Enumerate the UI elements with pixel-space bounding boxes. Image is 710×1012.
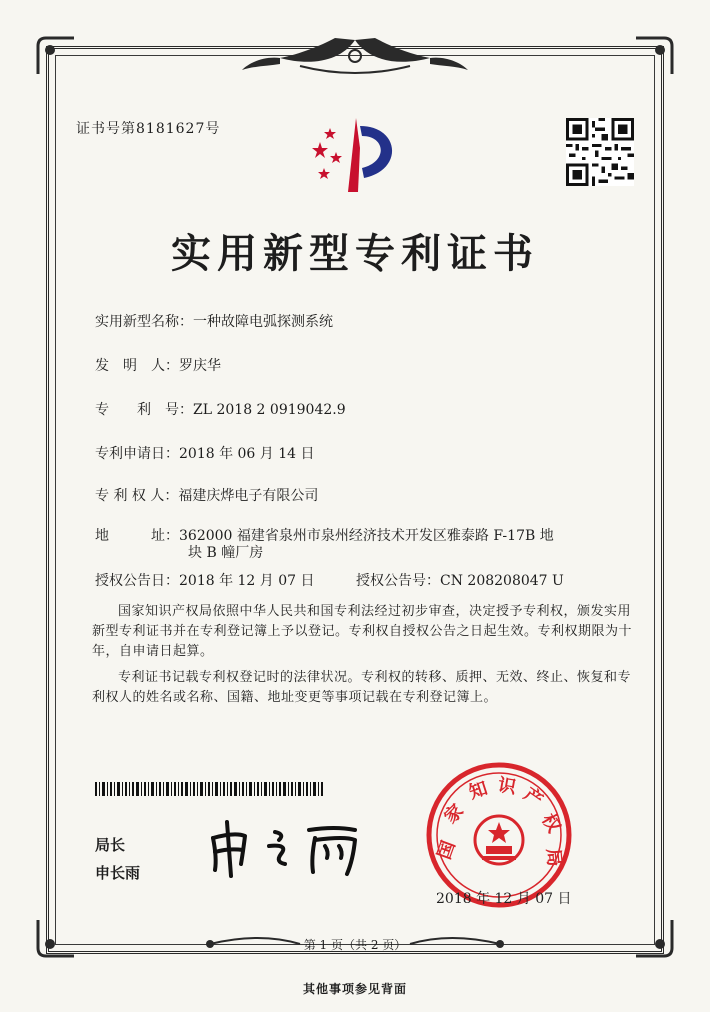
utility-model-name-row bbox=[95, 312, 333, 332]
field-label: 专利申请日： bbox=[95, 446, 179, 462]
patentee-row bbox=[95, 486, 318, 506]
corner-ornament-icon bbox=[36, 36, 76, 76]
svg-text:产: 产 bbox=[519, 783, 547, 812]
patent-number-value: ZL 2018 2 0919042.9 bbox=[193, 402, 346, 418]
certificate-number: 证书号第8181627号 bbox=[76, 121, 221, 137]
address-row bbox=[95, 526, 554, 546]
director-name: 申长雨 bbox=[95, 864, 141, 882]
field-label: 专 利 号： bbox=[95, 402, 193, 418]
qr-code-icon bbox=[566, 118, 634, 186]
inventor-row bbox=[95, 356, 221, 376]
field-label: 专 利 权 人： bbox=[95, 488, 179, 504]
director-title: 局长 bbox=[95, 836, 126, 854]
grant-announcement-number-row bbox=[356, 570, 564, 590]
patent-office-logo-icon bbox=[300, 112, 412, 196]
svg-text:局: 局 bbox=[542, 847, 565, 868]
handwritten-signature-icon bbox=[205, 818, 375, 878]
grant-announcement-date-row bbox=[95, 570, 315, 590]
patent-number-row bbox=[95, 400, 346, 420]
field-label: 发 明 人： bbox=[95, 358, 179, 374]
barcode-icon bbox=[95, 782, 325, 796]
certificate-title: 实用新型专利证书 bbox=[171, 230, 539, 277]
grant-announcement-date-value: 2018 年 12 月 07 日 bbox=[179, 573, 315, 589]
svg-text:家: 家 bbox=[440, 800, 468, 828]
legal-paragraph: 国家知识产权局依照中华人民共和国专利法经过初步审查，决定授予专利权，颁发实用新型专利证书并在专利登记簿上予以登记。专利权自授权公告之日起生效。专利权期限为十年，自申请日起算。 bbox=[92, 604, 633, 659]
grant-announcement-number-value: CN 208208047 U bbox=[440, 573, 564, 589]
field-label: 实用新型名称： bbox=[95, 314, 193, 330]
svg-text:知: 知 bbox=[466, 778, 491, 804]
application-date-row bbox=[95, 444, 315, 464]
legal-paragraph: 专利证书记载专利权登记时的法律状况。专利权的转移、质押、无效、终止、恢复和专利权人的姓名或名称、国籍、地址变更等事项记载在专利登记簿上。 bbox=[92, 670, 632, 705]
address-value-line1: 362000 福建省泉州市泉州经济技术开发区雅泰路 F-17B 地 bbox=[179, 528, 554, 544]
top-ornament-icon bbox=[240, 36, 470, 76]
footer-note: 其他事项参见背面 bbox=[302, 982, 407, 996]
field-label: 授权公告日： bbox=[95, 573, 179, 589]
seal-date: 2018 年 12 月 07 日 bbox=[436, 891, 572, 907]
address-value-line2: 块 B 幢厂房 bbox=[188, 545, 264, 561]
corner-ornament-icon bbox=[634, 36, 674, 76]
utility-model-name-value: 一种故障电弧探测系统 bbox=[193, 314, 333, 330]
field-label: 地 址： bbox=[95, 528, 179, 544]
svg-text:识: 识 bbox=[496, 774, 518, 799]
patentee-value: 福建庆烨电子有限公司 bbox=[178, 488, 319, 504]
svg-text:国: 国 bbox=[433, 838, 460, 863]
field-label: 授权公告号： bbox=[356, 573, 440, 589]
svg-text:权: 权 bbox=[537, 810, 565, 837]
page-number: 第 1 页（共 2 页） bbox=[303, 938, 407, 952]
inventor-value: 罗庆华 bbox=[179, 358, 221, 374]
application-date-value: 2018 年 06 月 14 日 bbox=[179, 446, 315, 462]
